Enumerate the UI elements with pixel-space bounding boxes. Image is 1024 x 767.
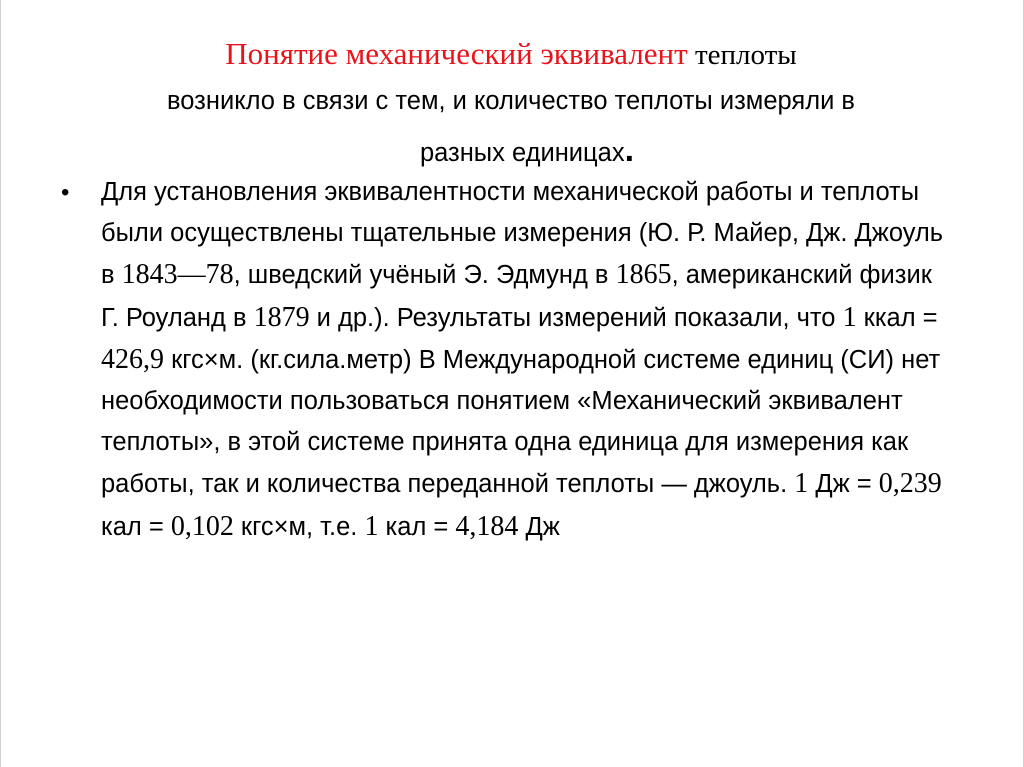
bullet-number: 1843—78 [121,259,234,291]
bullet-number: 1865 [615,259,672,291]
slide-heading [41,28,981,182]
bullet-text-segment: кгс×м, т.е. [233,512,365,541]
bullet-number: 1 [364,510,379,542]
bullet-text-segment: кгс×м. (кг.сила.метр) В Международной системе единиц (СИ) нет необходимости пользоваться понятием «Механический эквивалент теплоты», в этой системе принята одна единица для измерения как работы, так и количества переданной теплоты — джоуль. [101,345,941,499]
heading-rest-line1: теплоты [687,39,797,71]
bullet-number: 426,9 [101,343,164,375]
bullet-text-segment: Дж [518,512,560,541]
bullet-text-segment: Дж = [808,470,879,499]
bullet-text-segment: , шведский учёный Э. Эдмунд в [233,261,616,290]
bullet-text-segment: , американский физик Г. Роуланд в [101,261,932,332]
bullet-marker: • [61,179,70,206]
bullet-text-segment: кал = [378,512,456,541]
bullet-text-segment: ккал = [856,303,938,332]
bullet-number: 4,184 [455,510,519,542]
heading-red-part: Понятие механический эквивалент [225,36,688,71]
bullet-paragraph [101,172,951,548]
bullet-list [61,172,951,548]
bullet-text-segment: Для установления эквивалентности механической работы и теплоты были осуществлены тщательные измерения (Ю. Р. Майер, Дж. Джоуль в [101,178,944,290]
bullet-number: 0,239 [878,468,942,500]
bullet-text-segment: кал = [101,512,171,541]
list-item [61,172,951,548]
heading-line2: возникло в связи с тем, и количество теплоты измеряли в [167,87,855,115]
bullet-text-segment: и др.). Результаты измерений показали, что [309,303,843,332]
heading-line3-text: разных единицах [419,139,625,167]
bullet-number: 0,102 [170,510,234,542]
bullet-number: 1 [794,468,809,500]
bullet-number: 1 [842,301,857,333]
bullet-number: 1879 [253,301,310,333]
heading-end-mark: . [624,131,635,169]
